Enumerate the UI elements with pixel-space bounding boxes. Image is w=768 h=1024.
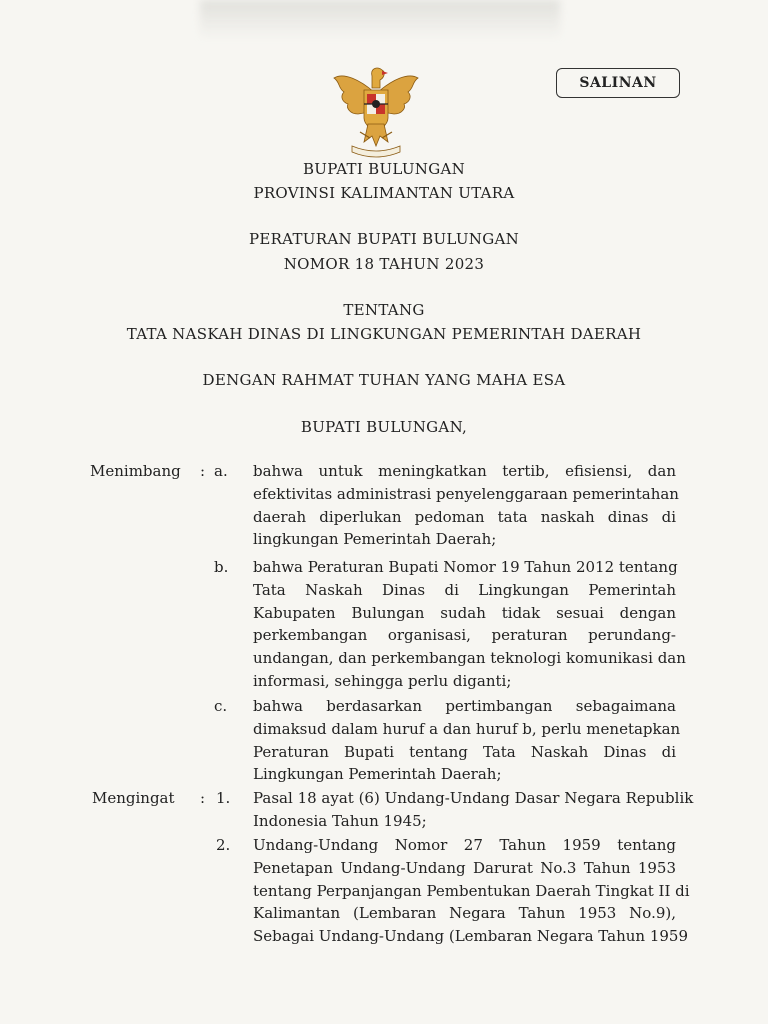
text-line: Kabupaten Bulungan sudah tidak sesuai dengan	[253, 603, 676, 622]
text-line: lingkungan Pemerintah Daerah;	[253, 530, 497, 549]
text-line: dimaksud dalam huruf a dan huruf b, perlu menetapkan	[253, 719, 681, 738]
regulation-number: NOMOR 18 TAHUN 2023	[283, 255, 485, 273]
mengingat-item-2	[253, 834, 690, 948]
regulation-title: PERATURAN BUPATI BULUNGAN	[248, 230, 520, 248]
text-line: informasi, sehingga perlu diganti;	[253, 671, 512, 690]
text-line: Kalimantan (Lembaran Negara Tahun 1953 No.9),	[253, 904, 676, 923]
issuer-signoff: BUPATI BULUNGAN,	[300, 418, 468, 436]
text-line: tentang Perpanjangan Pembentukan Daerah Tingkat II di	[253, 881, 690, 900]
menimbang-item-b	[253, 556, 686, 693]
text-line: perkembangan organisasi, peraturan perundang-	[253, 626, 676, 645]
menimbang-colon: :	[200, 462, 206, 480]
mengingat-item-1	[253, 787, 694, 833]
about-heading: TENTANG	[343, 301, 425, 319]
menimbang-item-a	[253, 460, 679, 551]
text-line: bahwa berdasarkan pertimbangan sebagaimana	[253, 697, 676, 715]
text-line: bahwa untuk meningkatkan tertib, efisiensi, dan	[253, 462, 676, 480]
text-line: Indonesia Tahun 1945;	[253, 811, 427, 830]
menimbang-label: Menimbang	[90, 462, 181, 480]
menimbang-marker-b: b.	[214, 558, 229, 576]
salinan-stamp: SALINAN	[556, 68, 680, 98]
issuer-title: BUPATI BULUNGAN	[302, 160, 466, 178]
mengingat-label: Mengingat	[92, 789, 175, 807]
text-line: undangan, dan perkembangan teknologi komunikasi dan	[253, 649, 686, 668]
text-line: efektivitas administrasi penyelenggaraan pemerintahan	[253, 484, 679, 503]
regulation-subject: TATA NASKAH DINAS DI LINGKUNGAN PEMERINTAH DAERAH	[126, 325, 642, 343]
text-line: Peraturan Bupati tentang Tata Naskah Dinas di	[253, 742, 676, 761]
text-line: bahwa Peraturan Bupati Nomor 19 Tahun 2012 tentang	[253, 558, 678, 576]
menimbang-marker-c: c.	[214, 697, 228, 715]
text-line: Undang-Undang Nomor 27 Tahun 1959 tentang	[253, 836, 676, 854]
blessing-line: DENGAN RAHMAT TUHAN YANG MAHA ESA	[202, 371, 566, 389]
province-title: PROVINSI KALIMANTAN UTARA	[253, 184, 515, 202]
mengingat-marker-2: 2.	[216, 836, 231, 854]
menimbang-item-c	[253, 695, 681, 786]
mengingat-marker-1: 1.	[216, 789, 231, 807]
bleed-through-shadow	[200, 0, 560, 40]
text-line: Tata Naskah Dinas di Lingkungan Pemerintah	[253, 580, 676, 599]
mengingat-colon: :	[200, 789, 206, 807]
garuda-pancasila-emblem	[330, 62, 422, 162]
text-line: Penetapan Undang-Undang Darurat No.3 Tahun 1953	[253, 858, 676, 877]
text-line: Sebagai Undang-Undang (Lembaran Negara Tahun 1959	[253, 927, 688, 946]
text-line: Lingkungan Pemerintah Daerah;	[253, 765, 502, 784]
menimbang-marker-a: a.	[214, 462, 228, 480]
text-line: Pasal 18 ayat (6) Undang-Undang Dasar Negara Republik	[253, 789, 694, 807]
text-line: daerah diperlukan pedoman tata naskah dinas di	[253, 507, 676, 526]
